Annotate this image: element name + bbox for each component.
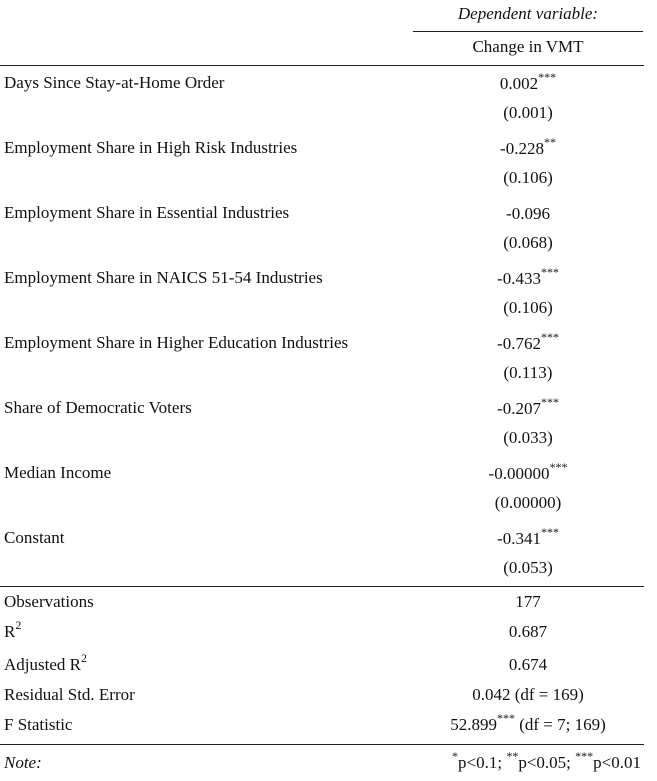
f-statistic-df: (df = 7; 169) (514, 715, 606, 734)
row-label: Median Income (4, 463, 112, 482)
r2-superscript: 2 (15, 618, 22, 632)
dependent-variable-name: Change in VMT (472, 37, 584, 56)
significance-stars: *** (549, 460, 568, 474)
row-standard-error: (0.106) (503, 168, 553, 187)
row-coefficient (413, 460, 643, 485)
coefficient-value: -0.341 (497, 529, 541, 548)
mid-rule (0, 586, 644, 587)
note-text-1: p<0.1; (458, 753, 507, 772)
row-standard-error: (0.106) (503, 298, 553, 317)
row-coefficient (413, 265, 643, 290)
coefficient-value: 0.002 (499, 74, 539, 93)
significance-note (452, 749, 641, 774)
note-text-3: p<0.01 (593, 753, 641, 772)
row-label: Employment Share in High Risk Industries (4, 138, 298, 157)
observations-label: Observations (4, 592, 94, 611)
row-label: Constant (4, 528, 65, 547)
coefficient-value: -0.00000 (488, 464, 550, 483)
coefficient-value: -0.433 (497, 269, 541, 288)
note-label: Note: (4, 753, 42, 772)
row-coefficient (413, 330, 643, 355)
row-coefficient (413, 395, 643, 420)
note-text-2: p<0.05; (518, 753, 576, 772)
row-label: Employment Share in NAICS 51-54 Industries (4, 268, 323, 287)
row-coefficient (413, 525, 643, 550)
f-statistic-stars: *** (496, 711, 515, 725)
row-label: Days Since Stay-at-Home Order (4, 73, 225, 92)
r2-label-text: R (4, 622, 16, 641)
bottom-rule (0, 744, 644, 745)
adj-r2-value: 0.674 (508, 655, 548, 674)
significance-stars: *** (540, 395, 559, 409)
f-statistic-label: F Statistic (4, 715, 73, 734)
f-statistic-value (413, 711, 643, 736)
adj-r2-superscript: 2 (80, 651, 87, 665)
header-underline (413, 31, 643, 32)
row-label: Employment Share in Higher Education Industries (4, 333, 349, 352)
r2-label (4, 618, 22, 643)
row-label: Employment Share in Essential Industries (4, 203, 290, 222)
row-coefficient (413, 204, 643, 225)
note-star-3: *** (575, 749, 594, 763)
row-coefficient (413, 135, 643, 160)
significance-stars: *** (540, 265, 559, 279)
coefficient-value: -0.762 (497, 334, 541, 353)
row-standard-error: (0.001) (503, 103, 553, 122)
note-star-1: * (452, 749, 459, 763)
adj-r2-label-text: Adjusted R (4, 655, 81, 674)
significance-stars: ** (543, 135, 556, 149)
coefficient-value: -0.228 (500, 139, 544, 158)
row-standard-error: (0.113) (503, 363, 553, 382)
coefficient-value: -0.207 (497, 399, 541, 418)
coefficient-value: -0.096 (506, 204, 550, 223)
note-star-2: ** (506, 749, 519, 763)
rse-value: 0.042 (df = 169) (472, 685, 584, 704)
adj-r2-label (4, 651, 87, 676)
top-rule (0, 65, 644, 66)
observations-value: 177 (515, 592, 541, 611)
rse-label: Residual Std. Error (4, 685, 135, 704)
row-standard-error: (0.053) (503, 558, 553, 577)
r2-value: 0.687 (508, 622, 548, 641)
row-standard-error: (0.033) (503, 428, 553, 447)
f-statistic-number: 52.899 (450, 715, 497, 734)
row-label: Share of Democratic Voters (4, 398, 192, 417)
row-coefficient (413, 70, 643, 95)
dependent-variable-label: Dependent variable: (457, 4, 599, 23)
significance-stars: *** (538, 70, 557, 84)
significance-stars: *** (540, 525, 559, 539)
significance-stars: *** (540, 330, 559, 344)
row-standard-error: (0.068) (503, 233, 553, 252)
row-standard-error: (0.00000) (494, 493, 562, 512)
